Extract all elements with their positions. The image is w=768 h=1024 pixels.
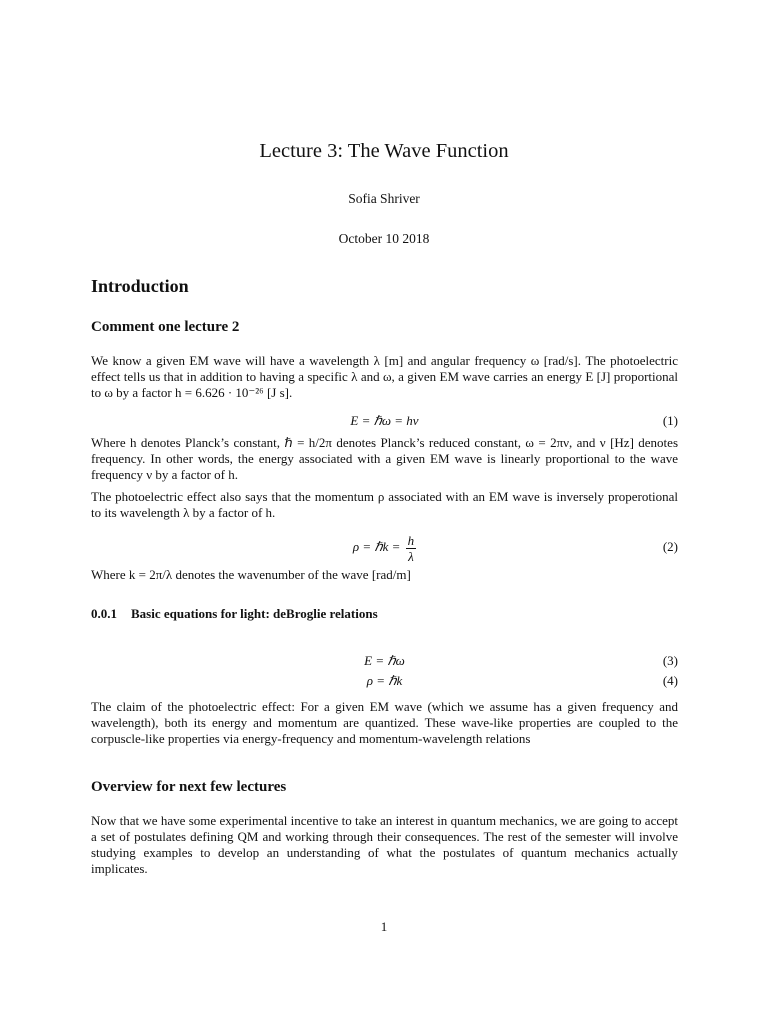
subsection-heading-overview: Overview for next few lectures <box>91 779 287 795</box>
subsection-heading-comment: Comment one lecture 2 <box>91 319 240 335</box>
equation-3-tag: (3) <box>662 653 678 668</box>
paragraph-planck: Where h denotes Planck’s constant, ℏ = h/2π denotes Planck’s reduced constant, ω = 2πν, and ν [Hz] denotes frequency. In other words, the energy associated with a given EM wave is linearly proportional to the wave frequency ν by a factor of h. <box>91 435 678 482</box>
equation-4-body: ρ = ℏk <box>366 673 403 688</box>
section-heading-introduction: Introduction <box>91 276 189 296</box>
document-title: Lecture 3: The Wave Function <box>259 140 509 162</box>
equation-3 <box>91 651 678 671</box>
document-date: October 10 2018 <box>338 231 430 246</box>
paragraph-momentum: The photoelectric effect also says that the momentum ρ associated with an EM wave is inversely properotional to its wavelength λ by a factor of h. <box>91 489 678 520</box>
subsubsection-number: 0.0.1 <box>91 606 117 621</box>
paragraph-em-wave: We know a given EM wave will have a wavelength λ [m] and angular frequency ω [rad/s]. The photoelectric effect tells us that in addition to having a specific λ and ω, a given EM wave carries an energy E [J] proportional to ω by a factor h = 6.626 · 10⁻²⁶ [J s]. <box>91 353 678 400</box>
equation-1 <box>91 407 678 435</box>
document-body <box>91 275 678 883</box>
paragraph-overview: Now that we have some experimental incentive to take an interest in quantum mechanics, we are going to accept a set of postulates defining QM and working through their consequences. The rest of the semester will involve studying examples to develop an understanding of what the postulates of quantum mechanics actually implicates. <box>91 813 678 876</box>
document-author: Sofia Shriver <box>348 191 420 206</box>
equation-2-lhs: ρ = ℏk = <box>352 539 401 554</box>
paragraph-wavenumber: Where k = 2π/λ denotes the wavenumber of the wave [rad/m] <box>91 567 411 582</box>
equation-2 <box>91 527 678 567</box>
equation-2-tag: (2) <box>662 539 678 554</box>
equation-3-body: E = ℏω <box>364 653 405 668</box>
equation-2-numerator: h <box>407 532 415 548</box>
equation-4 <box>91 671 678 691</box>
equation-2-denominator: λ <box>408 548 414 564</box>
subsubsection-title: Basic equations for light: deBroglie relations <box>131 606 378 621</box>
equation-1-tag: (1) <box>662 413 678 428</box>
equation-4-tag: (4) <box>662 673 678 688</box>
subsubsection-heading-debroglie <box>91 605 678 623</box>
equation-2-fraction <box>406 533 417 564</box>
equation-1-body: E = ℏω = hν <box>350 413 419 428</box>
page-number: 1 <box>380 919 388 934</box>
paragraph-photoelectric-claim: The claim of the photoelectric effect: For a given EM wave (which we assume has a given frequency and wavelength), both its energy and momentum are quantized. These wave-like properties are coupled to the corpuscle-like properties via energy-frequency and momentum-wavelength relations <box>91 699 678 746</box>
